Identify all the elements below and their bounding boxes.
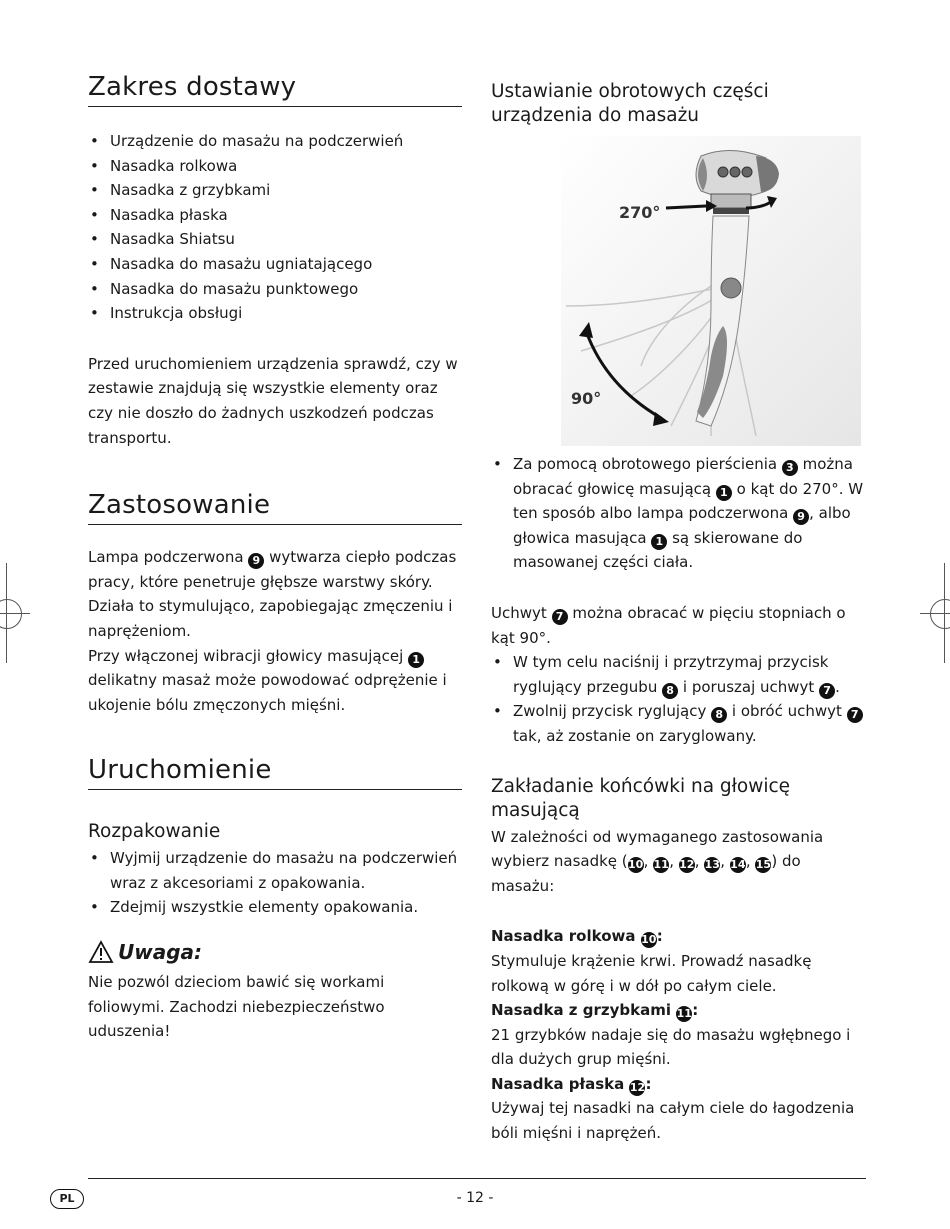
- text: W zależności od wymaganego zastosowania wybierz nasadkę (: [491, 827, 824, 871]
- mushroom-text: 21 grzybków nadaje się do masażu wgłębnego i dla dużych grup mięśni.: [491, 1025, 851, 1069]
- section-title-delivery: Zakres dostawy: [88, 72, 462, 107]
- use-p2-text-a: Przy włączonej wibracji głowicy masującej: [88, 646, 404, 665]
- text: można obracać głowicę masującą: [513, 455, 854, 498]
- text: , albo głowica masująca: [513, 504, 851, 547]
- use-paragraph-2: [88, 644, 462, 718]
- list-item: • Wyjmij urządzenie do masażu na podczerwień wraz z akcesoriami z opakowania.: [88, 846, 462, 895]
- part-number-badge: 13: [704, 858, 720, 872]
- warning-icon: [88, 940, 114, 964]
- roller-text: Stymuluje krążenie krwi. Prowadź nasadkę rolkową w górę i w dół po całym ciele.: [491, 951, 812, 995]
- part-number-badge: 11: [653, 858, 669, 872]
- text: Zwolnij przycisk ryglujący: [513, 702, 707, 721]
- flat-title: Nasadka płaska 12:: [491, 1074, 652, 1094]
- text: Uchwyt: [491, 603, 547, 622]
- section-title-rotate: Ustawianie obrotowych części urządzenia do masażu: [491, 81, 769, 126]
- text: Nasadka płaska: [491, 1074, 625, 1093]
- list-item: • Nasadka płaska: [88, 203, 462, 228]
- text: tak, aż zostanie on zaryglowany.: [513, 726, 757, 745]
- list-item: • Nasadka rolkowa: [88, 154, 462, 179]
- subsection-title-unpack: Rozpakowanie: [88, 821, 221, 843]
- list-item: • Instrukcja obsługi: [88, 301, 462, 326]
- use-p1-text-b: wytwarza ciepło podczas pracy, które penetruje głębsze warstwy skóry. Działa to stymulująco, zapobiegając zmęczeniu i naprężeniom.: [88, 548, 457, 640]
- text: ) do masażu:: [491, 852, 801, 895]
- language-badge: PL: [50, 1189, 84, 1209]
- part-number-badge: 9: [793, 509, 809, 525]
- roller-title: Nasadka rolkowa 10:: [491, 927, 663, 947]
- text: Nasadka rolkowa: [491, 927, 636, 946]
- warning-heading: [88, 940, 462, 964]
- delivery-note: Przed uruchomieniem urządzenia sprawdź, czy w zestawie znajdują się wszystkie elementy oraz czy nie doszło do żadnych uszkodzeń podczas transportu.: [88, 354, 458, 447]
- part-number-badge: 8: [711, 707, 727, 723]
- part-number-badge: 10: [627, 858, 644, 872]
- use-p1-text-a: Lampa podczerwona: [88, 548, 244, 567]
- part-number-badge: 7: [847, 707, 863, 723]
- section-title-start: Uruchomienie: [88, 755, 462, 790]
- text: o kąt do 270°. W ten sposób albo lampa podczerwona: [513, 479, 864, 523]
- text: Za pomocą obrotowego pierścienia: [513, 455, 778, 473]
- list-item: [491, 650, 866, 699]
- text: .: [835, 677, 840, 696]
- left-column: [88, 72, 462, 1044]
- text: W tym celu naciśnij i przytrzymaj przycisk ryglujący przegubu: [513, 653, 829, 696]
- section-title-attach: Zakładanie końcówki na głowicę masującą: [491, 775, 791, 821]
- figure-label-270: 270°: [619, 203, 661, 222]
- text: Nasadka z grzybkami: [491, 1001, 671, 1020]
- text: są skierowane do masowanej części ciała.: [513, 528, 803, 572]
- part-number-badge: 9: [248, 553, 264, 569]
- footer-divider: [88, 1178, 866, 1179]
- attach-paragraph: W zależności od wymaganego zastosowania wybierz nasadkę (10, 11, 12, 13, 14, 15) do masażu:: [491, 827, 824, 895]
- list-item: [491, 699, 866, 748]
- page-number: - 12 -: [456, 1190, 494, 1206]
- part-number-badge: 14: [730, 858, 746, 872]
- part-number-badge: 10: [641, 933, 657, 947]
- section-title-use: Zastosowanie: [88, 490, 462, 525]
- figure-label-90: 90°: [571, 389, 602, 408]
- use-paragraph-1: [88, 545, 462, 643]
- part-number-badge: 7: [552, 609, 568, 625]
- list-item: • Zdejmij wszystkie elementy opakowania.: [88, 895, 462, 920]
- part-number-badge: 1: [651, 534, 667, 550]
- part-number-badge: 11: [676, 1007, 692, 1021]
- part-number-badge: 1: [408, 652, 424, 668]
- list-item: • Nasadka do masażu ugniatającego: [88, 252, 462, 277]
- delivery-list: [88, 129, 462, 326]
- unpack-list: [88, 846, 462, 920]
- warning-text: Nie pozwól dzieciom bawić się workami foliowymi. Zachodzi niebezpieczeństwo uduszenia!: [88, 973, 385, 1041]
- use-p2-text-b: delikatny masaż może powodować odprężenie i ukojenie bólu zmęczonych mięśni.: [88, 671, 447, 714]
- handle-bullets: [491, 650, 866, 748]
- registration-mark: [930, 599, 950, 629]
- warning-title: Uwaga:: [118, 940, 203, 965]
- part-number-badge: 3: [782, 460, 798, 476]
- massager-figure: [561, 136, 861, 446]
- registration-mark: [0, 599, 22, 629]
- text: i poruszaj uchwyt: [682, 677, 815, 696]
- right-column: [491, 80, 866, 1146]
- list-item: • Urządzenie do masażu na podczerwień: [88, 129, 462, 154]
- part-number-badge: 12: [629, 1080, 646, 1094]
- part-number-badge: 12: [679, 858, 695, 872]
- handle-paragraph: [491, 601, 866, 650]
- mushroom-title: Nasadka z grzybkami 11:: [491, 1001, 699, 1021]
- list-item: • Nasadka Shiatsu: [88, 227, 462, 252]
- part-number-badge: 15: [755, 858, 772, 872]
- part-number-badge: 1: [716, 485, 732, 501]
- text: można obracać w pięciu stopniach o kąt 90°.: [491, 603, 846, 647]
- list-item: • Nasadka z grzybkami: [88, 178, 462, 203]
- rotation-bullets: [491, 452, 866, 575]
- text: i obróć uchwyt: [731, 702, 842, 721]
- list-item: [491, 452, 866, 575]
- list-item: • Nasadka do masażu punktowego: [88, 277, 462, 302]
- massager-illustration: [561, 136, 861, 446]
- flat-text: Używaj tej nasadki na całym ciele do łagodzenia bóli mięśni i naprężeń.: [491, 1099, 855, 1143]
- part-number-badge: 8: [662, 683, 678, 699]
- part-number-badge: 7: [819, 683, 835, 699]
